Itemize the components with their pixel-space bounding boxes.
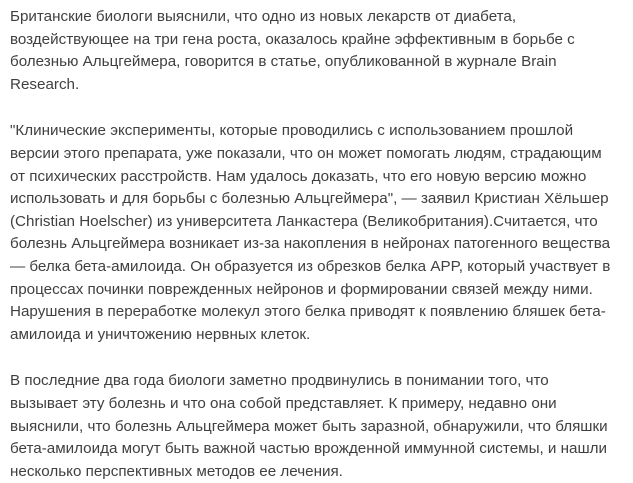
text-line: выяснили, что болезнь Альцгеймера может быть заразной, обнаружили, что бляшки (10, 417, 608, 435)
text-line: использовать и для борьбы с болезнью Альцгеймера", — заявил Кристиан Хёльшер (10, 190, 609, 208)
text-line: болезнь Альцгеймера возникает из-за накопления в нейронах патогенного вещества (10, 235, 611, 253)
text-line: вызывает эту болезнь и что она собой представляет. К примеру, недавно они (10, 394, 557, 412)
text-line: — белка бета-амилоида. Он образуется из обрезков белка APP, который участвует в (10, 257, 611, 275)
text-line: несколько перспективных методов ее лечения. (10, 462, 343, 480)
text-line: от психических расстройств. Нам удалось доказать, что его новую версию можно (10, 167, 587, 185)
paragraph-research (10, 370, 630, 483)
text-line: версии этого препарата, уже показали, что он может помогать людям, страдающим (10, 144, 602, 162)
text-line: "Клинические эксперименты, которые проводились с использованием прошлой (10, 122, 574, 140)
text-line: Нарушения в переработке молекул этого белка приводят к появлению бляшек бета- (10, 303, 606, 321)
text-line: амилоида и уничтожению нервных клеток. (10, 325, 311, 343)
paragraph-quote (10, 120, 630, 346)
text-line: процессах починки поврежденных нейронов и формировании связей между ними. (10, 280, 593, 298)
text-line: В последние два года биологи заметно продвинулись в понимании того, что (10, 372, 549, 390)
text-line: Британские биологи выяснили, что одно из новых лекарств от диабета, (10, 8, 517, 25)
text-line: бета-амилоида могут быть важной частью врожденной иммунной системы, и нашли (10, 440, 607, 458)
paragraph-intro (10, 6, 630, 96)
text-line: (Christian Hoelscher) из университета Ланкастера (Великобритания).Считается, что (10, 212, 598, 230)
text-line: болезнью Альцгеймера, говорится в статье, опубликованной в журнале Brain (10, 53, 557, 71)
article-body (10, 6, 630, 483)
text-line: Research. (10, 75, 80, 93)
text-line: воздействующее на три гена роста, оказалось крайне эффективным в борьбе с (10, 30, 575, 48)
